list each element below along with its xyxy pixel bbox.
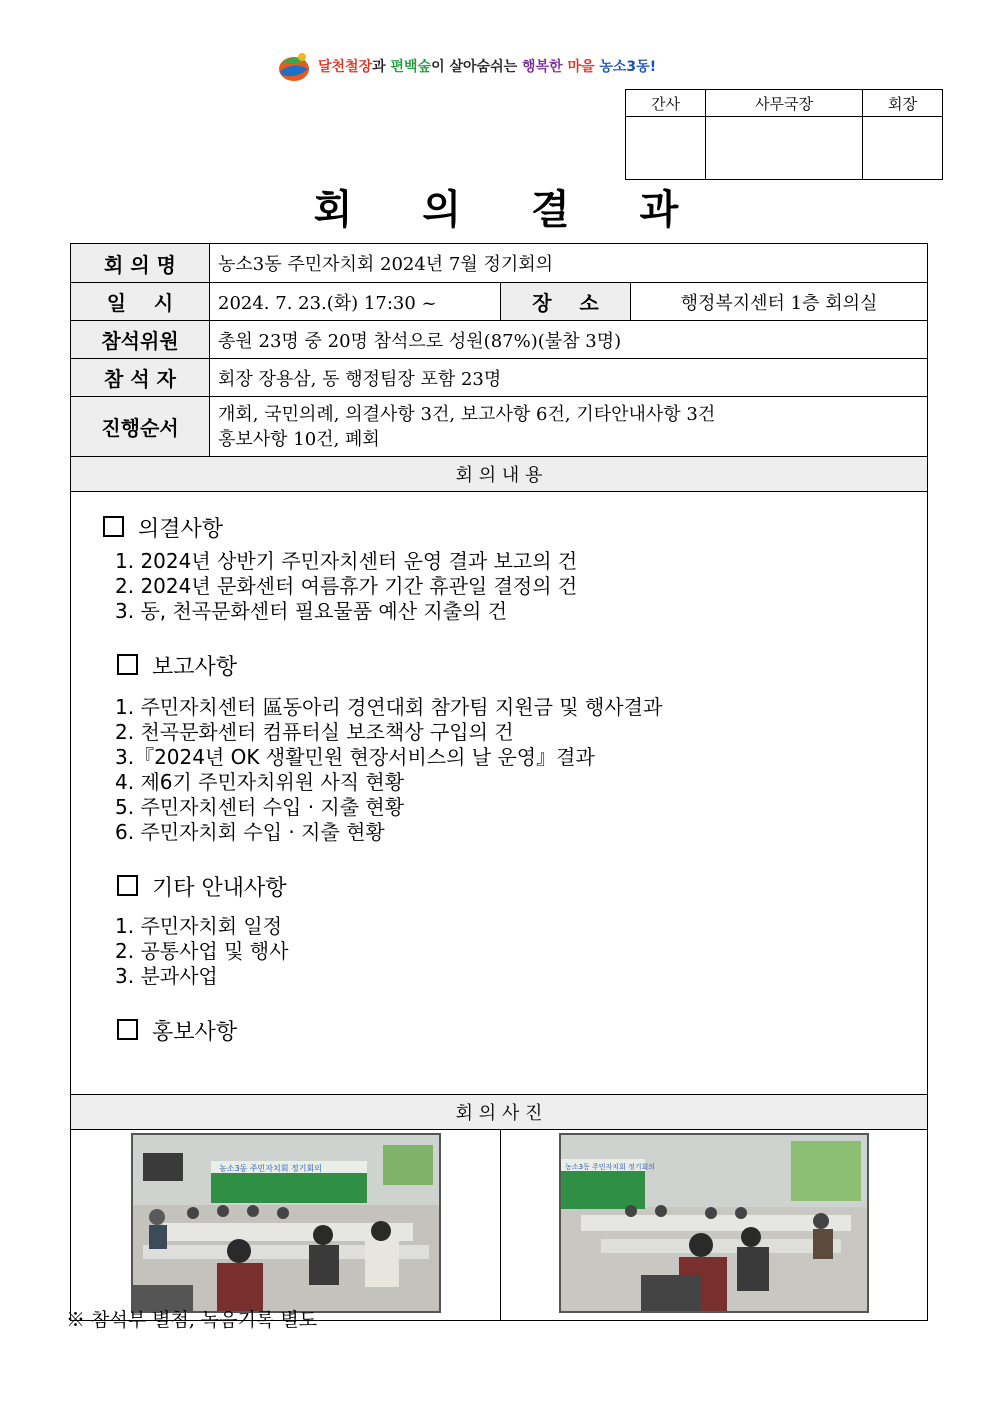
- resolution-title: 의결사항: [138, 517, 224, 542]
- agenda-value: [210, 397, 928, 457]
- approval-label-chair: 회장: [863, 90, 943, 117]
- agenda-label: 진행순서: [71, 397, 210, 457]
- attendees-value: 총원 23명 중 20명 참석으로 성원(87%)(불참 3명): [210, 321, 928, 359]
- list-item: 5. 주민자치센터 수입 · 지출 현황: [115, 795, 405, 819]
- list-item: 6. 주민자치회 수입 · 지출 현황: [115, 820, 385, 844]
- other-heading: [117, 871, 927, 902]
- meeting-photo-1-image: [133, 1135, 439, 1311]
- meeting-photo-2: [559, 1133, 869, 1313]
- approval-sign-chair[interactable]: [863, 117, 943, 180]
- list-item: 2. 천곡문화센터 컴퓨터실 보조책상 구입의 건: [115, 720, 514, 744]
- list-item: 2. 공통사업 및 행사: [115, 939, 289, 963]
- approval-sign-director[interactable]: [705, 117, 862, 180]
- photo-cell-2: [501, 1130, 928, 1321]
- date-label: 일 시: [71, 283, 210, 321]
- meeting-name-value: 농소3동 주민자치회 2024년 7월 정기회의: [210, 244, 928, 283]
- place-value: 행정복지센터 1층 회의실: [631, 283, 928, 321]
- list-item: 3.『2024년 OK 생활민원 현장서비스의 날 운영』결과: [115, 745, 595, 769]
- document-title: 회의결과: [313, 186, 749, 233]
- participants-value: 회장 장용삼, 동 행정팀장 포함 23명: [210, 359, 928, 397]
- resolution-list: [115, 549, 927, 624]
- meeting-photo-2-image: [561, 1135, 867, 1311]
- list-item: 2. 2024년 문화센터 여름휴가 기간 휴관일 결정의 건: [115, 574, 578, 598]
- list-item: 1. 주민자치센터 區동아리 경연대회 참가팀 지원금 및 행사결과: [115, 695, 663, 719]
- resolution-heading: [103, 512, 927, 543]
- photos-section-header: 회 의 사 진: [71, 1095, 928, 1130]
- report-title: 보고사항: [152, 655, 238, 680]
- other-list: [115, 914, 927, 989]
- checkbox-icon: [103, 516, 124, 537]
- slogan-segment: 행복한: [522, 59, 563, 75]
- approval-sign-secretary[interactable]: [626, 117, 706, 180]
- other-title: 기타 안내사항: [152, 876, 287, 901]
- report-heading: [117, 650, 927, 681]
- agenda-line-1: 개회, 국민의례, 의결사항 3건, 보고사항 6건, 기타안내사항 3건: [218, 403, 716, 425]
- approval-label-director: 사무국장: [705, 90, 862, 117]
- checkbox-icon: [117, 654, 138, 675]
- slogan-text: [318, 56, 656, 76]
- slogan-segment: 달천철장: [318, 59, 373, 75]
- date-value: 2024. 7. 23.(화) 17:30 ~: [210, 283, 501, 321]
- slogan-segment: 마을: [562, 59, 600, 75]
- participants-label: 참 석 자: [71, 359, 210, 397]
- promo-title: 홍보사항: [152, 1020, 238, 1045]
- promo-heading: [117, 1015, 927, 1046]
- checkbox-icon: [117, 875, 138, 896]
- checkbox-icon: [117, 1019, 138, 1040]
- report-list: [115, 695, 927, 845]
- photo-cell-1: [71, 1130, 501, 1321]
- village-logo-icon: [276, 49, 312, 83]
- meeting-photo-1: [131, 1133, 441, 1313]
- slogan-segment: 농소3동!: [599, 59, 657, 75]
- approval-label-secretary: 간사: [626, 90, 706, 117]
- meeting-result-table: [70, 243, 928, 1321]
- attendees-label: 참석위원: [71, 321, 210, 359]
- slogan-segment: 이 살아숨쉬는: [431, 59, 522, 75]
- place-label: 장 소: [501, 283, 631, 321]
- meeting-name-label: 회 의 명: [71, 244, 210, 283]
- list-item: 3. 분과사업: [115, 964, 218, 988]
- photo-2-banner-text: 농소3동 주민자치회 정기회의: [565, 1162, 656, 1171]
- slogan-segment: 과: [372, 59, 391, 75]
- list-item: 4. 제6기 주민자치위원 사직 현황: [115, 770, 405, 794]
- list-item: 1. 주민자치회 일정: [115, 914, 283, 938]
- agenda-line-2: 홍보사항 10건, 폐회: [218, 428, 380, 450]
- content-section-header: 회 의 내 용: [71, 457, 928, 492]
- content-body: [71, 492, 928, 1095]
- list-item: 1. 2024년 상반기 주민자치센터 운영 결과 보고의 건: [115, 549, 578, 573]
- slogan-segment: 편백숲: [390, 59, 432, 75]
- slogan-banner: [276, 48, 736, 84]
- photo-1-banner-text: 농소3동 주민자치회 정기회의: [218, 1163, 322, 1173]
- approval-table: [625, 89, 943, 180]
- footnote: ※ 참석부 별첨, 녹음기록 별도: [66, 1309, 318, 1331]
- list-item: 3. 동, 천곡문화센터 필요물품 예산 지출의 건: [115, 599, 508, 623]
